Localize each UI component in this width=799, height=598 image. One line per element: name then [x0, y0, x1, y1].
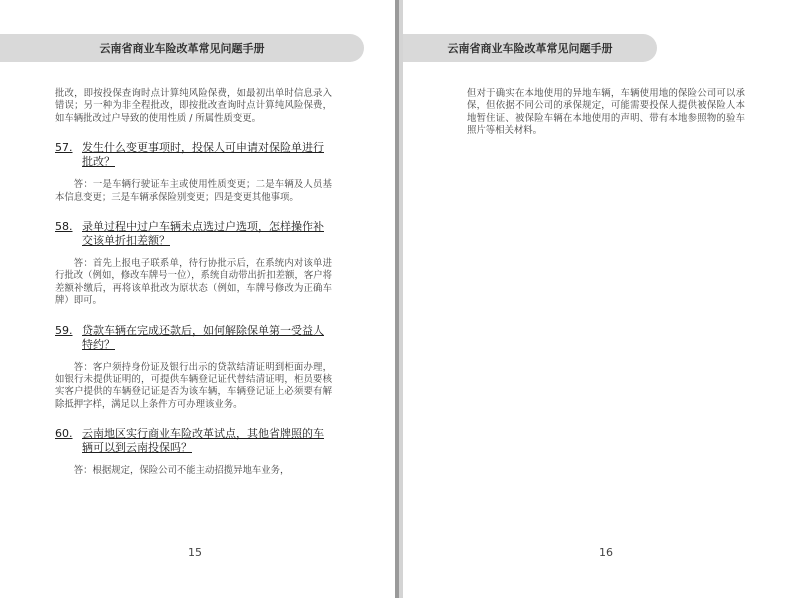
- question-number: 57.: [55, 141, 73, 155]
- right-page-content: [467, 88, 745, 138]
- intro-paragraph: 批改，即按投保查询时点计算纯风险保费，如最初出单时信息录入错误；另一种为非全程批改，即按批改查询时点计算纯风险保费，如车辆批改过户导致的使用性质 / 所属性质变更。: [55, 88, 332, 124]
- question-57: [55, 141, 332, 169]
- right-header-title: 云南省商业车险改革常见问题手册: [447, 42, 613, 55]
- answer-60: 答：根据规定，保险公司不能主动招揽异地车业务，: [73, 465, 290, 477]
- question-title: 录单过程中过户车辆未点选过户选项，怎样操作补交该单折扣差额？: [82, 220, 324, 248]
- answer-58: 答：首先上报电子联系单，待行协批示后，在系统内对该单进行批改（例如，修改车牌号一位），系统自动带出折扣差额，客户将差额补缴后，再将该单批改为原状态（例如，车牌号修改为正确车牌）即可。: [55, 258, 332, 307]
- right-header-bar: [403, 34, 657, 62]
- left-page-content: [55, 88, 332, 478]
- question-title: 贷款车辆在完成还款后，如何解除保单第一受益人特约？: [82, 323, 324, 351]
- question-59: [55, 324, 332, 352]
- answer-57: 答：一是车辆行驶证车主或使用性质变更；二是车辆及人员基本信息变更；三是车辆承保险别变更；四是变更其他事项。: [55, 179, 332, 203]
- left-page-number: 15: [188, 546, 202, 559]
- answer-59: 答：客户须持身份证及银行出示的贷款结清证明到柜面办理，如银行未提供证明的，可提供车辆登记证代替结清证明，柜员要核实客户提供的车辆登记证是否为该车辆，车辆登记证上必须要有解除抵押字样，满足以上条件方可办理该业务。: [55, 361, 332, 410]
- right-page: [403, 0, 799, 598]
- left-header-title: 云南省商业车险改革常见问题手册: [99, 42, 265, 55]
- question-58: [55, 220, 332, 248]
- left-header-bar: [0, 34, 364, 62]
- question-number: 58.: [55, 220, 73, 234]
- question-60: [55, 427, 332, 455]
- question-title: 云南地区实行商业车险改革试点，其他省牌照的车辆可以到云南投保吗？: [82, 427, 324, 455]
- continued-answer-60: 但对于确实在本地使用的异地车辆，车辆使用地的保险公司可以承保，但依据不同公司的承保规定，可能需要投保人提供被保险人本地暂住证、被保险车辆在本地使用的声明、带有本地参照物的验车照片等相关材料。: [467, 88, 745, 137]
- question-number: 60.: [55, 427, 73, 441]
- question-number: 59.: [55, 323, 73, 337]
- left-page: [0, 0, 395, 598]
- right-page-number: 16: [599, 546, 613, 559]
- question-title: 发生什么变更事项时，投保人可申请对保险单进行批改？: [82, 141, 324, 169]
